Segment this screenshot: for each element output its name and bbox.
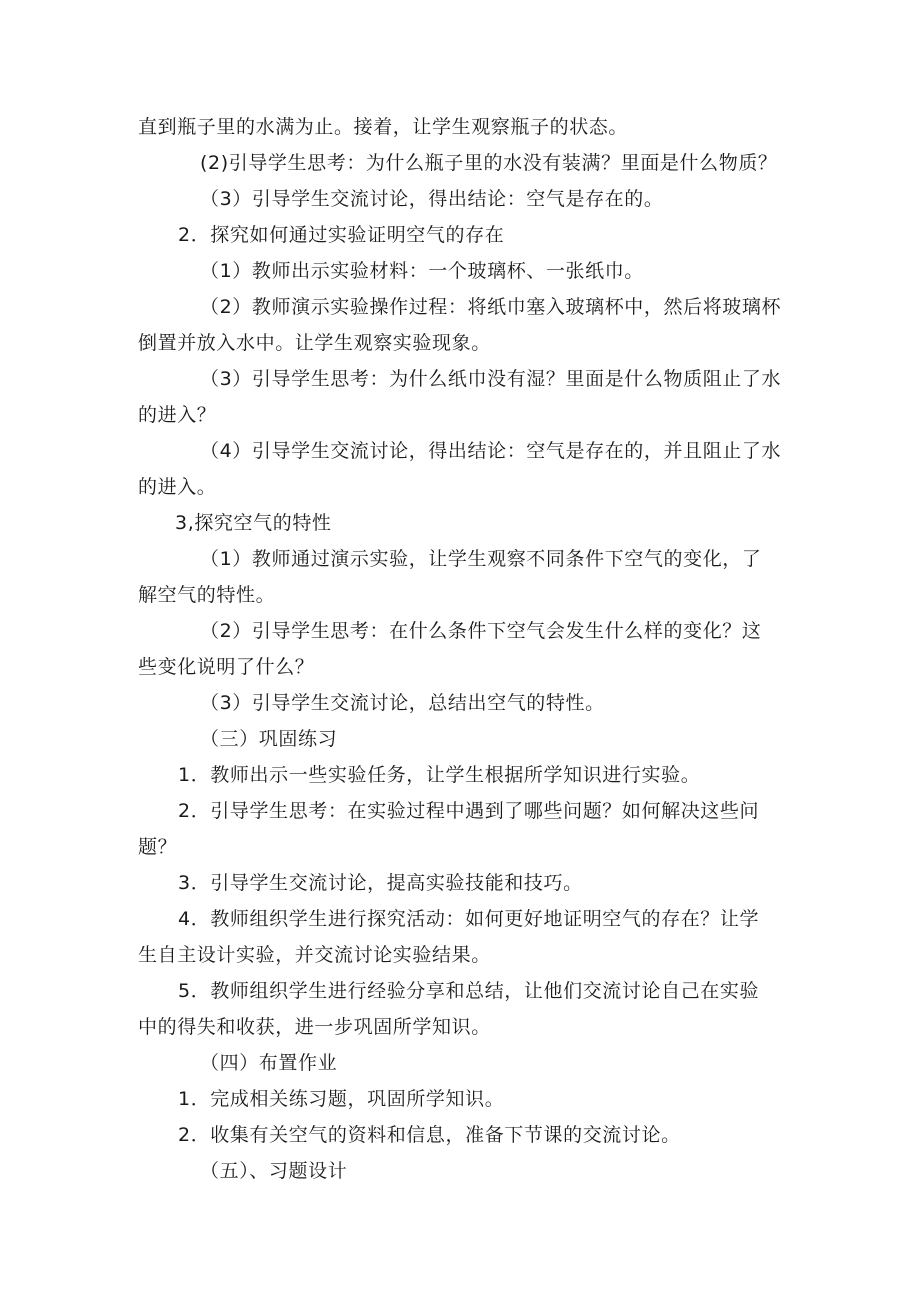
text-line: (2)引导学生思考：为什么瓶子里的水没有装满？里面是什么物质？ [200,152,778,174]
text-line: （1）教师出示实验材料：一个玻璃杯、一张纸巾。 [200,260,644,282]
text-line: （3）引导学生交流讨论，总结出空气的特性。 [200,692,605,714]
text-line: 直到瓶子里的水满为止。接着，让学生观察瓶子的状态。 [138,116,629,138]
section-heading: （四）布置作业 [200,1052,338,1074]
text-line: 的进入？ [138,404,217,426]
text-line: 中的得失和收获，进一步巩固所学知识。 [138,1016,491,1038]
text-line: 些变化说明了什么？ [138,656,315,678]
text-line: （1）教师通过演示实验，让学生观察不同条件下空气的变化，了 [200,548,762,570]
text-line: 解空气的特性。 [138,584,276,606]
text-line: 2．收集有关空气的资料和信息，准备下节课的交流讨论。 [178,1124,681,1146]
text-line: 生自主设计实验，并交流讨论实验结果。 [138,944,491,966]
text-line: 5．教师组织学生进行经验分享和总结，让他们交流讨论自己在实验 [178,980,760,1002]
text-line: （3）引导学生交流讨论，得出结论：空气是存在的。 [200,188,664,210]
text-line: （2）教师演示实验操作过程：将纸巾塞入玻璃杯中，然后将玻璃杯 [200,296,782,318]
text-line: 1．教师出示一些实验任务，让学生根据所学知识进行实验。 [178,764,701,786]
text-line: 1．完成相关练习题，巩固所学知识。 [178,1088,505,1110]
section-heading: （三）巩固练习 [200,728,338,750]
text-line: （4）引导学生交流讨论，得出结论：空气是存在的，并且阻止了水 [200,440,782,462]
section-heading: 2．探究如何通过实验证明空气的存在 [178,224,505,246]
text-line: （3）引导学生思考：为什么纸巾没有湿？里面是什么物质阻止了水 [200,368,782,390]
text-line: 2．引导学生思考：在实验过程中遇到了哪些问题？如何解决这些问 [178,800,760,822]
text-line: 题？ [138,836,178,858]
section-heading: 3,探究空气的特性 [175,512,332,534]
text-line: 3．引导学生交流讨论，提高实验技能和技巧。 [178,872,583,894]
text-line: 4．教师组织学生进行探究活动：如何更好地证明空气的存在？让学 [178,908,760,930]
text-line: 的进入。 [138,476,217,498]
text-line: （2）引导学生思考：在什么条件下空气会发生什么样的变化？这 [200,620,762,642]
section-heading: （五）、习题设计 [200,1160,348,1182]
text-line: 倒置并放入水中。让学生观察实验现象。 [138,332,491,354]
